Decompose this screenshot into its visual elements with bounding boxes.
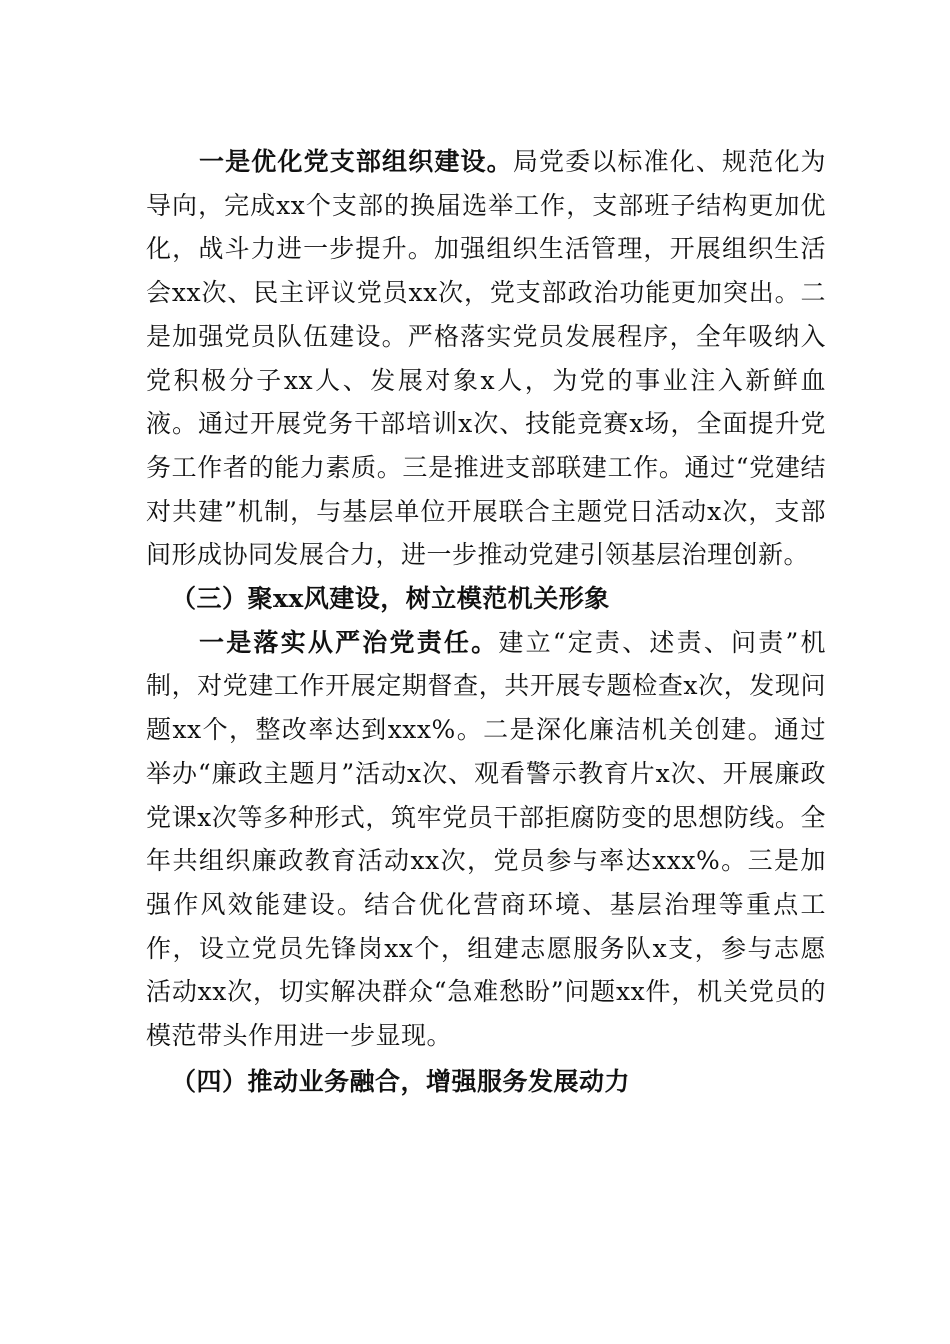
paragraph-lead: 一是落实从严治党责任。 [199,627,499,657]
document-body [146,140,826,1103]
paragraph-text: 建立“定责、述责、问责”机制，对党建工作开展定期督查，共开展专题检查x次，发现问题xx个，整改率达到xxx%。二是深化廉洁机关创建。通过举办“廉政主题月”活动x次、观看警示教育片x次、开展廉政党课x次等多种形式，筑牢党员干部拒腐防变的思想防线。全年共组织廉政教育活动xx次，党员参与率达xxx%。三是加强作风效能建设。结合优化营商环境、基层治理等重点工作，设立党员先锋岗xx个，组建志愿服务队x支，参与志愿活动xx次，切实解决群众“急难愁盼”问题xx件，机关党员的模范带头作用进一步显现。 [146,627,826,1051]
paragraph-party-branch-building [146,140,826,577]
section-heading-four: （四）推动业务融合，增强服务发展动力 [171,1066,631,1096]
section-heading-three: （三）聚xx风建设，树立模范机关形象 [171,584,610,614]
paragraph-style-building [146,621,826,1058]
paragraph-lead: 一是优化党支部组织建设。 [199,147,513,176]
paragraph-text: 局党委以标准化、规范化为导向，完成xx个支部的换届选举工作，支部班子结构更加优化，战斗力进一步提升。加强组织生活管理，开展组织生活会xx次、民主评议党员xx次，党支部政治功能更加突出。二是加强党员队伍建设。严格落实党员发展程序，全年吸纳入党积极分子xx人、发展对象x人，为党的事业注入新鲜血液。通过开展党务干部培训x次、技能竞赛x场，全面提升党务工作者的能力素质。三是推进支部联建工作。通过“党建结对共建”机制，与基层单位开展联合主题党日活动x次，支部间形成协同发展合力，进一步推动党建引领基层治理创新。 [146,147,826,570]
